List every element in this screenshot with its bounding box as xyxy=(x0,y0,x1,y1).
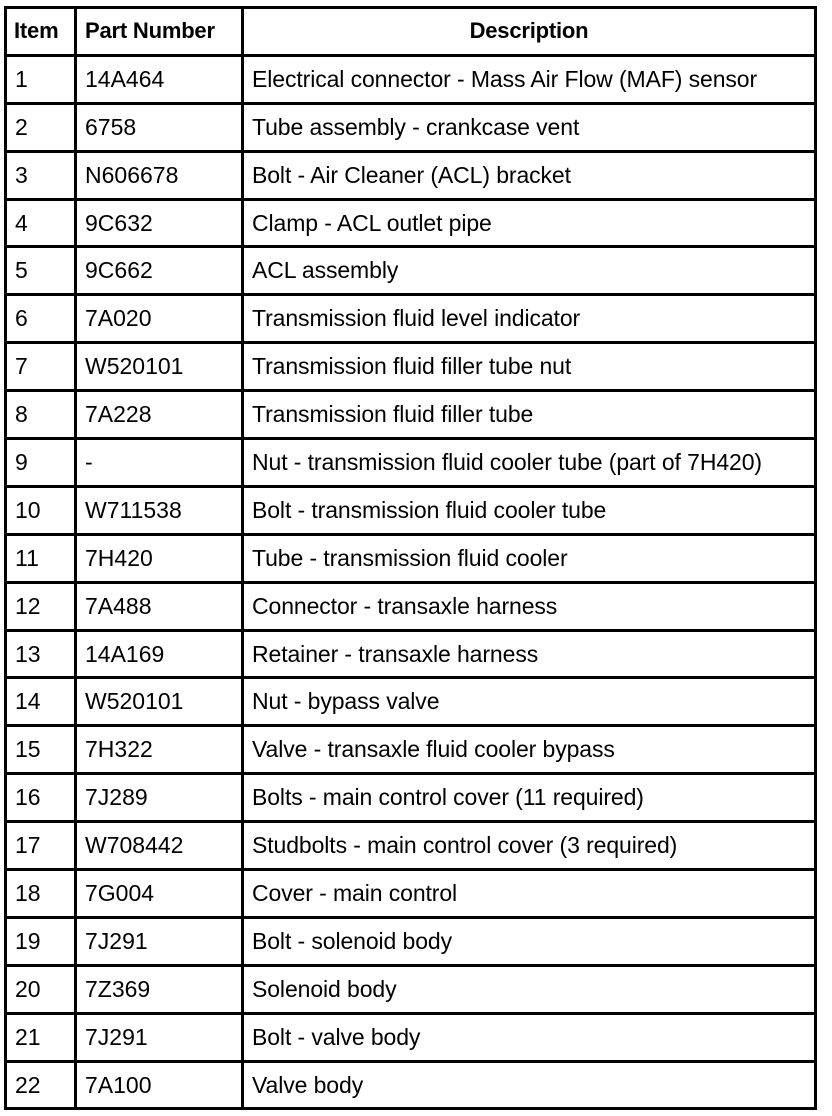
table-row xyxy=(6,534,816,582)
description-cell: Connector - transaxle harness xyxy=(243,582,816,630)
table-row xyxy=(6,103,816,151)
part-number-cell: 6758 xyxy=(76,103,243,151)
part-number-cell: 7A228 xyxy=(76,391,243,439)
description-cell: Bolt - Air Cleaner (ACL) bracket xyxy=(243,151,816,199)
item-cell: 13 xyxy=(6,630,76,678)
table-row xyxy=(6,582,816,630)
item-cell: 12 xyxy=(6,582,76,630)
part-number-cell: 7G004 xyxy=(76,870,243,918)
part-number-cell: 7A488 xyxy=(76,582,243,630)
table-row xyxy=(6,199,816,247)
item-cell: 10 xyxy=(6,486,76,534)
part-number-cell: - xyxy=(76,439,243,487)
table-row xyxy=(6,55,816,103)
part-number-cell: W520101 xyxy=(76,343,243,391)
item-cell: 3 xyxy=(6,151,76,199)
item-cell: 6 xyxy=(6,295,76,343)
item-cell: 16 xyxy=(6,774,76,822)
table-row xyxy=(6,726,816,774)
description-cell: Cover - main control xyxy=(243,870,816,918)
table-row xyxy=(6,965,816,1013)
part-number-cell: 7J291 xyxy=(76,917,243,965)
part-number-cell: 7H420 xyxy=(76,534,243,582)
description-cell: Solenoid body xyxy=(243,965,816,1013)
item-cell: 21 xyxy=(6,1013,76,1061)
description-cell: Bolts - main control cover (11 required) xyxy=(243,774,816,822)
part-number-cell: 14A464 xyxy=(76,55,243,103)
part-number-cell: N606678 xyxy=(76,151,243,199)
part-number-cell: W520101 xyxy=(76,678,243,726)
item-cell: 2 xyxy=(6,103,76,151)
header-description: Description xyxy=(243,8,816,56)
table-header-row xyxy=(6,8,816,56)
parts-table-container xyxy=(4,6,817,1108)
part-number-cell: 7H322 xyxy=(76,726,243,774)
table-row xyxy=(6,870,816,918)
part-number-cell: 14A169 xyxy=(76,630,243,678)
item-cell: 22 xyxy=(6,1061,76,1109)
item-cell: 19 xyxy=(6,917,76,965)
table-row xyxy=(6,151,816,199)
table-row xyxy=(6,1061,816,1109)
item-cell: 4 xyxy=(6,199,76,247)
description-cell: Tube assembly - crankcase vent xyxy=(243,103,816,151)
part-number-cell: 9C662 xyxy=(76,247,243,295)
item-cell: 15 xyxy=(6,726,76,774)
item-cell: 14 xyxy=(6,678,76,726)
description-cell: Transmission fluid level indicator xyxy=(243,295,816,343)
table-row xyxy=(6,630,816,678)
part-number-cell: 7J291 xyxy=(76,1013,243,1061)
item-cell: 11 xyxy=(6,534,76,582)
description-cell: Transmission fluid filler tube xyxy=(243,391,816,439)
header-part-number: Part Number xyxy=(76,8,243,56)
description-cell: Retainer - transaxle harness xyxy=(243,630,816,678)
description-cell: Electrical connector - Mass Air Flow (MAF) sensor xyxy=(243,55,816,103)
part-number-cell: 7A020 xyxy=(76,295,243,343)
table-row xyxy=(6,439,816,487)
item-cell: 5 xyxy=(6,247,76,295)
part-number-cell: 7J289 xyxy=(76,774,243,822)
description-cell: Nut - transmission fluid cooler tube (part of 7H420) xyxy=(243,439,816,487)
description-cell: Bolt - transmission fluid cooler tube xyxy=(243,486,816,534)
table-row xyxy=(6,917,816,965)
description-cell: Studbolts - main control cover (3 required) xyxy=(243,822,816,870)
item-cell: 9 xyxy=(6,439,76,487)
description-cell: Valve - transaxle fluid cooler bypass xyxy=(243,726,816,774)
description-cell: Nut - bypass valve xyxy=(243,678,816,726)
table-row xyxy=(6,295,816,343)
item-cell: 18 xyxy=(6,870,76,918)
part-number-cell: W711538 xyxy=(76,486,243,534)
table-row xyxy=(6,822,816,870)
table-row xyxy=(6,343,816,391)
table-body xyxy=(6,55,816,1109)
table-row xyxy=(6,678,816,726)
item-cell: 8 xyxy=(6,391,76,439)
item-cell: 1 xyxy=(6,55,76,103)
part-number-cell: 7Z369 xyxy=(76,965,243,1013)
part-number-cell: 9C632 xyxy=(76,199,243,247)
item-cell: 20 xyxy=(6,965,76,1013)
table-row xyxy=(6,774,816,822)
part-number-cell: 7A100 xyxy=(76,1061,243,1109)
table-row xyxy=(6,247,816,295)
table-row xyxy=(6,1013,816,1061)
part-number-cell: W708442 xyxy=(76,822,243,870)
description-cell: Bolt - valve body xyxy=(243,1013,816,1061)
table-row xyxy=(6,486,816,534)
description-cell: ACL assembly xyxy=(243,247,816,295)
description-cell: Bolt - solenoid body xyxy=(243,917,816,965)
item-cell: 17 xyxy=(6,822,76,870)
description-cell: Tube - transmission fluid cooler xyxy=(243,534,816,582)
table-row xyxy=(6,391,816,439)
header-item: Item xyxy=(6,8,76,56)
description-cell: Clamp - ACL outlet pipe xyxy=(243,199,816,247)
parts-table xyxy=(4,6,817,1110)
item-cell: 7 xyxy=(6,343,76,391)
description-cell: Transmission fluid filler tube nut xyxy=(243,343,816,391)
description-cell: Valve body xyxy=(243,1061,816,1109)
